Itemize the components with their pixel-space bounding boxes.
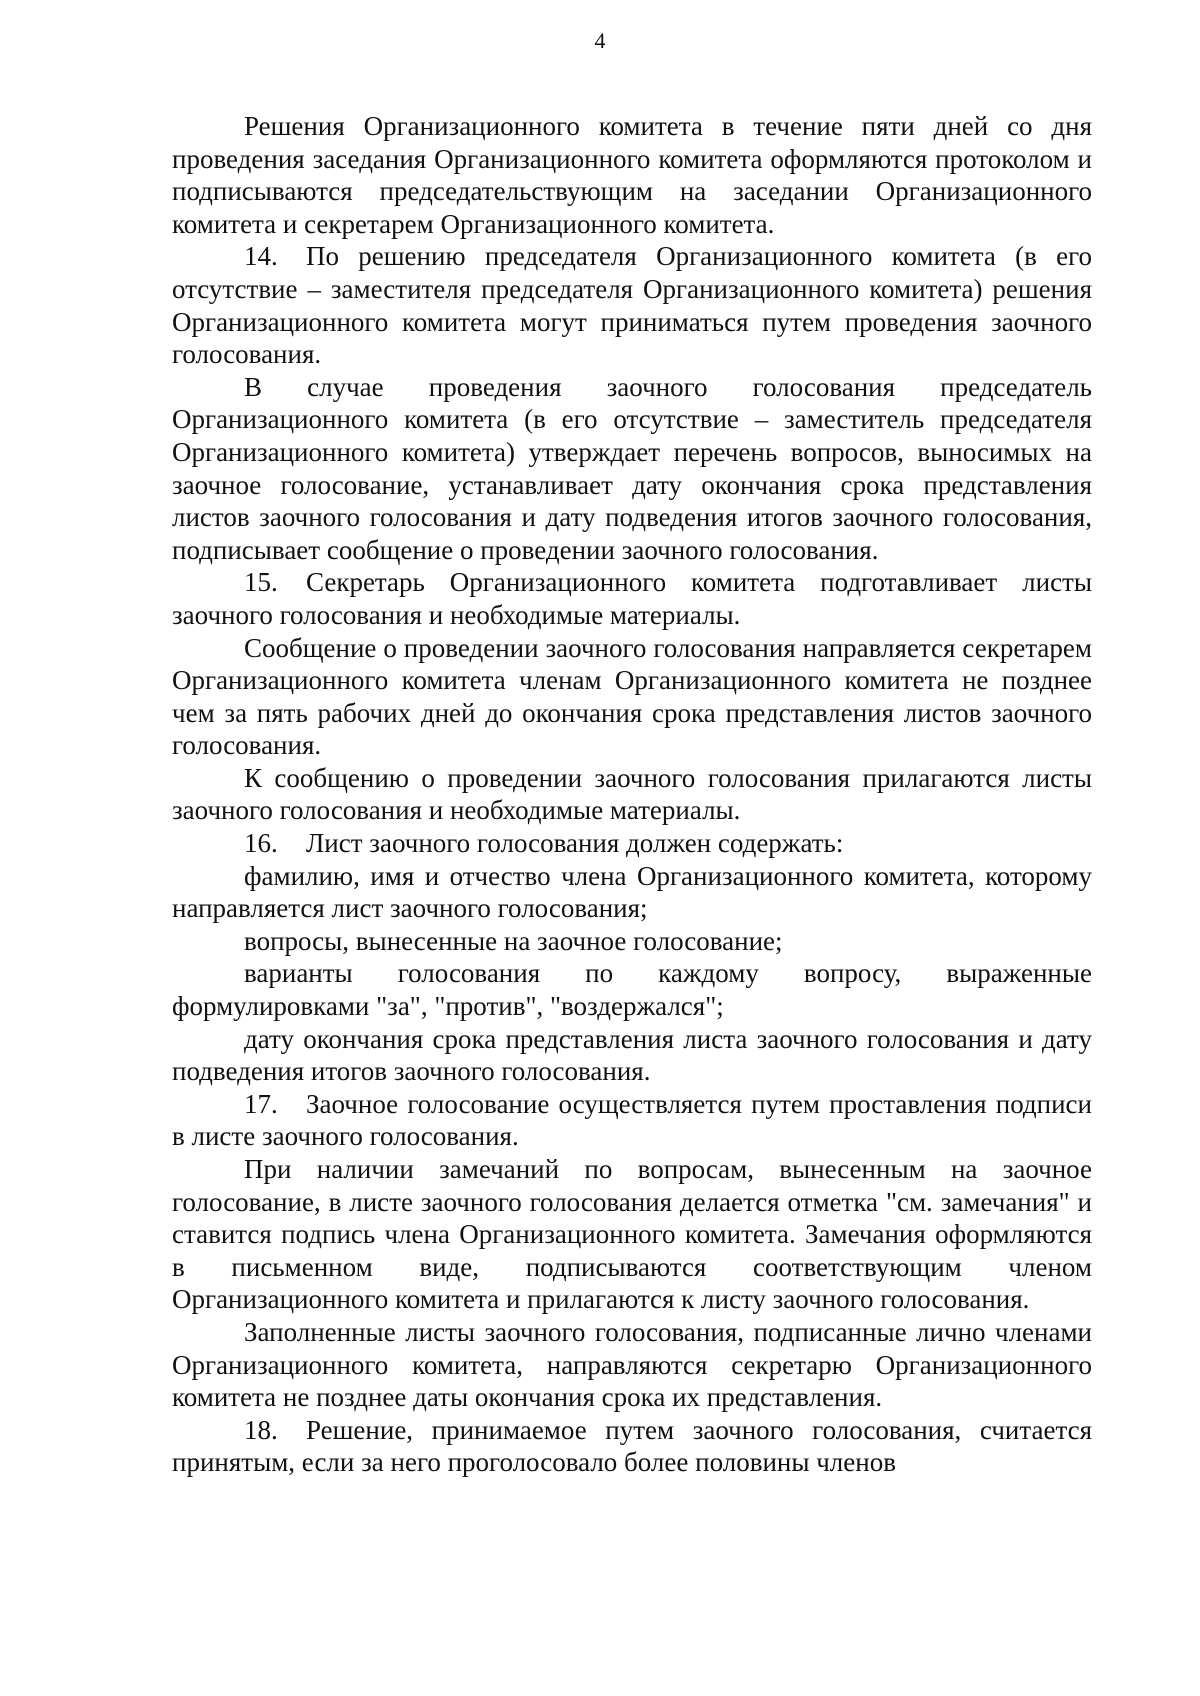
- paragraph: [172, 762, 1092, 827]
- paragraph-text: Заочное голосование осуществляется путем проставления подписи в листе заочного голосования.: [172, 1088, 1092, 1152]
- numbered-paragraph-15: [172, 566, 1092, 631]
- list-item: [172, 1023, 1092, 1088]
- list-item: [172, 925, 1092, 958]
- paragraph: [172, 1153, 1092, 1316]
- paragraph-number: 15.: [244, 567, 278, 598]
- paragraph-text: Лист заочного голосования должен содержать:: [306, 828, 844, 859]
- paragraph: [172, 1316, 1092, 1414]
- paragraph-text: В случае проведения заочного голосования председатель Организационного комитета (в его отсутствие – заместитель председателя Организационного комитета) утверждает перечень вопросов, выносимых на заочное голосование, устанавливает дату окончания срока представления листов заочного голосования и дату подведения итогов заочного голосования, подписывает сообщение о проведении заочного голосования.: [172, 371, 1092, 565]
- paragraph-text: Заполненные листы заочного голосования, подписанные лично членами Организационного комитета, направляются секретарю Организационного комитета не позднее даты окончания срока их представления.: [172, 1316, 1092, 1413]
- paragraph-number: 16.: [244, 828, 278, 859]
- paragraph-text: К сообщению о проведении заочного голосования прилагаются листы заочного голосования и необходимые материалы.: [172, 762, 1092, 826]
- numbered-paragraph-14: [172, 240, 1092, 370]
- paragraph: [172, 110, 1092, 240]
- paragraph-text: фамилию, имя и отчество члена Организационного комитета, которому направляется лист заочного голосования;: [172, 860, 1092, 924]
- paragraph-number: 18.: [244, 1414, 278, 1445]
- paragraph-text: Секретарь Организационного комитета подготавливает листы заочного голосования и необходимые материалы.: [172, 567, 1092, 630]
- numbered-paragraph-16: [172, 827, 1092, 860]
- paragraph-text: При наличии замечаний по вопросам, вынесенным на заочное голосование, в листе заочного голосования делается отметка "см. замечания" и ставится подпись члена Организационного комитета. Замечания оформляются в письменном виде, подписываются соответствующим членом Организационного комитета и прилагаются к листу заочного голосования.: [172, 1154, 1092, 1315]
- paragraph-text: Сообщение о проведении заочного голосования направляется секретарем Организационного комитета членам Организационного комитета не позднее чем за пять рабочих дней до окончания срока представления листов заочного голосования.: [172, 632, 1092, 761]
- document-body: [172, 110, 1092, 1479]
- numbered-paragraph-17: [172, 1088, 1092, 1153]
- page-number: 4: [594, 28, 606, 53]
- paragraph: [172, 632, 1092, 762]
- paragraph-text: Решения Организационного комитета в течение пяти дней со дня проведения заседания Организационного комитета оформляются протоколом и подписываются председательствующим на заседании Организационного комитета и секретарем Организационного комитета.: [172, 111, 1092, 239]
- paragraph-text: Решение, принимаемое путем заочного голосования, считается принятым, если за него проголосовало более половины членов: [172, 1414, 1092, 1478]
- paragraph-text: вопросы, вынесенные на заочное голосование;: [244, 925, 783, 956]
- paragraph-number: 14.: [244, 241, 278, 272]
- numbered-paragraph-18: [172, 1414, 1092, 1479]
- paragraph-text: дату окончания срока представления листа заочного голосования и дату подведения итогов заочного голосования.: [172, 1023, 1092, 1087]
- list-item: [172, 860, 1092, 925]
- paragraph-text: По решению председателя Организационного комитета (в его отсутствие – заместителя председателя Организационного комитета) решения Организационного комитета могут приниматься путем проведения заочного голосования.: [172, 241, 1092, 370]
- paragraph-number: 17.: [244, 1088, 278, 1119]
- paragraph-text: варианты голосования по каждому вопросу, выраженные формулировками "за", "против", "воздержался";: [172, 958, 1092, 1022]
- paragraph: [172, 371, 1092, 567]
- list-item: [172, 957, 1092, 1022]
